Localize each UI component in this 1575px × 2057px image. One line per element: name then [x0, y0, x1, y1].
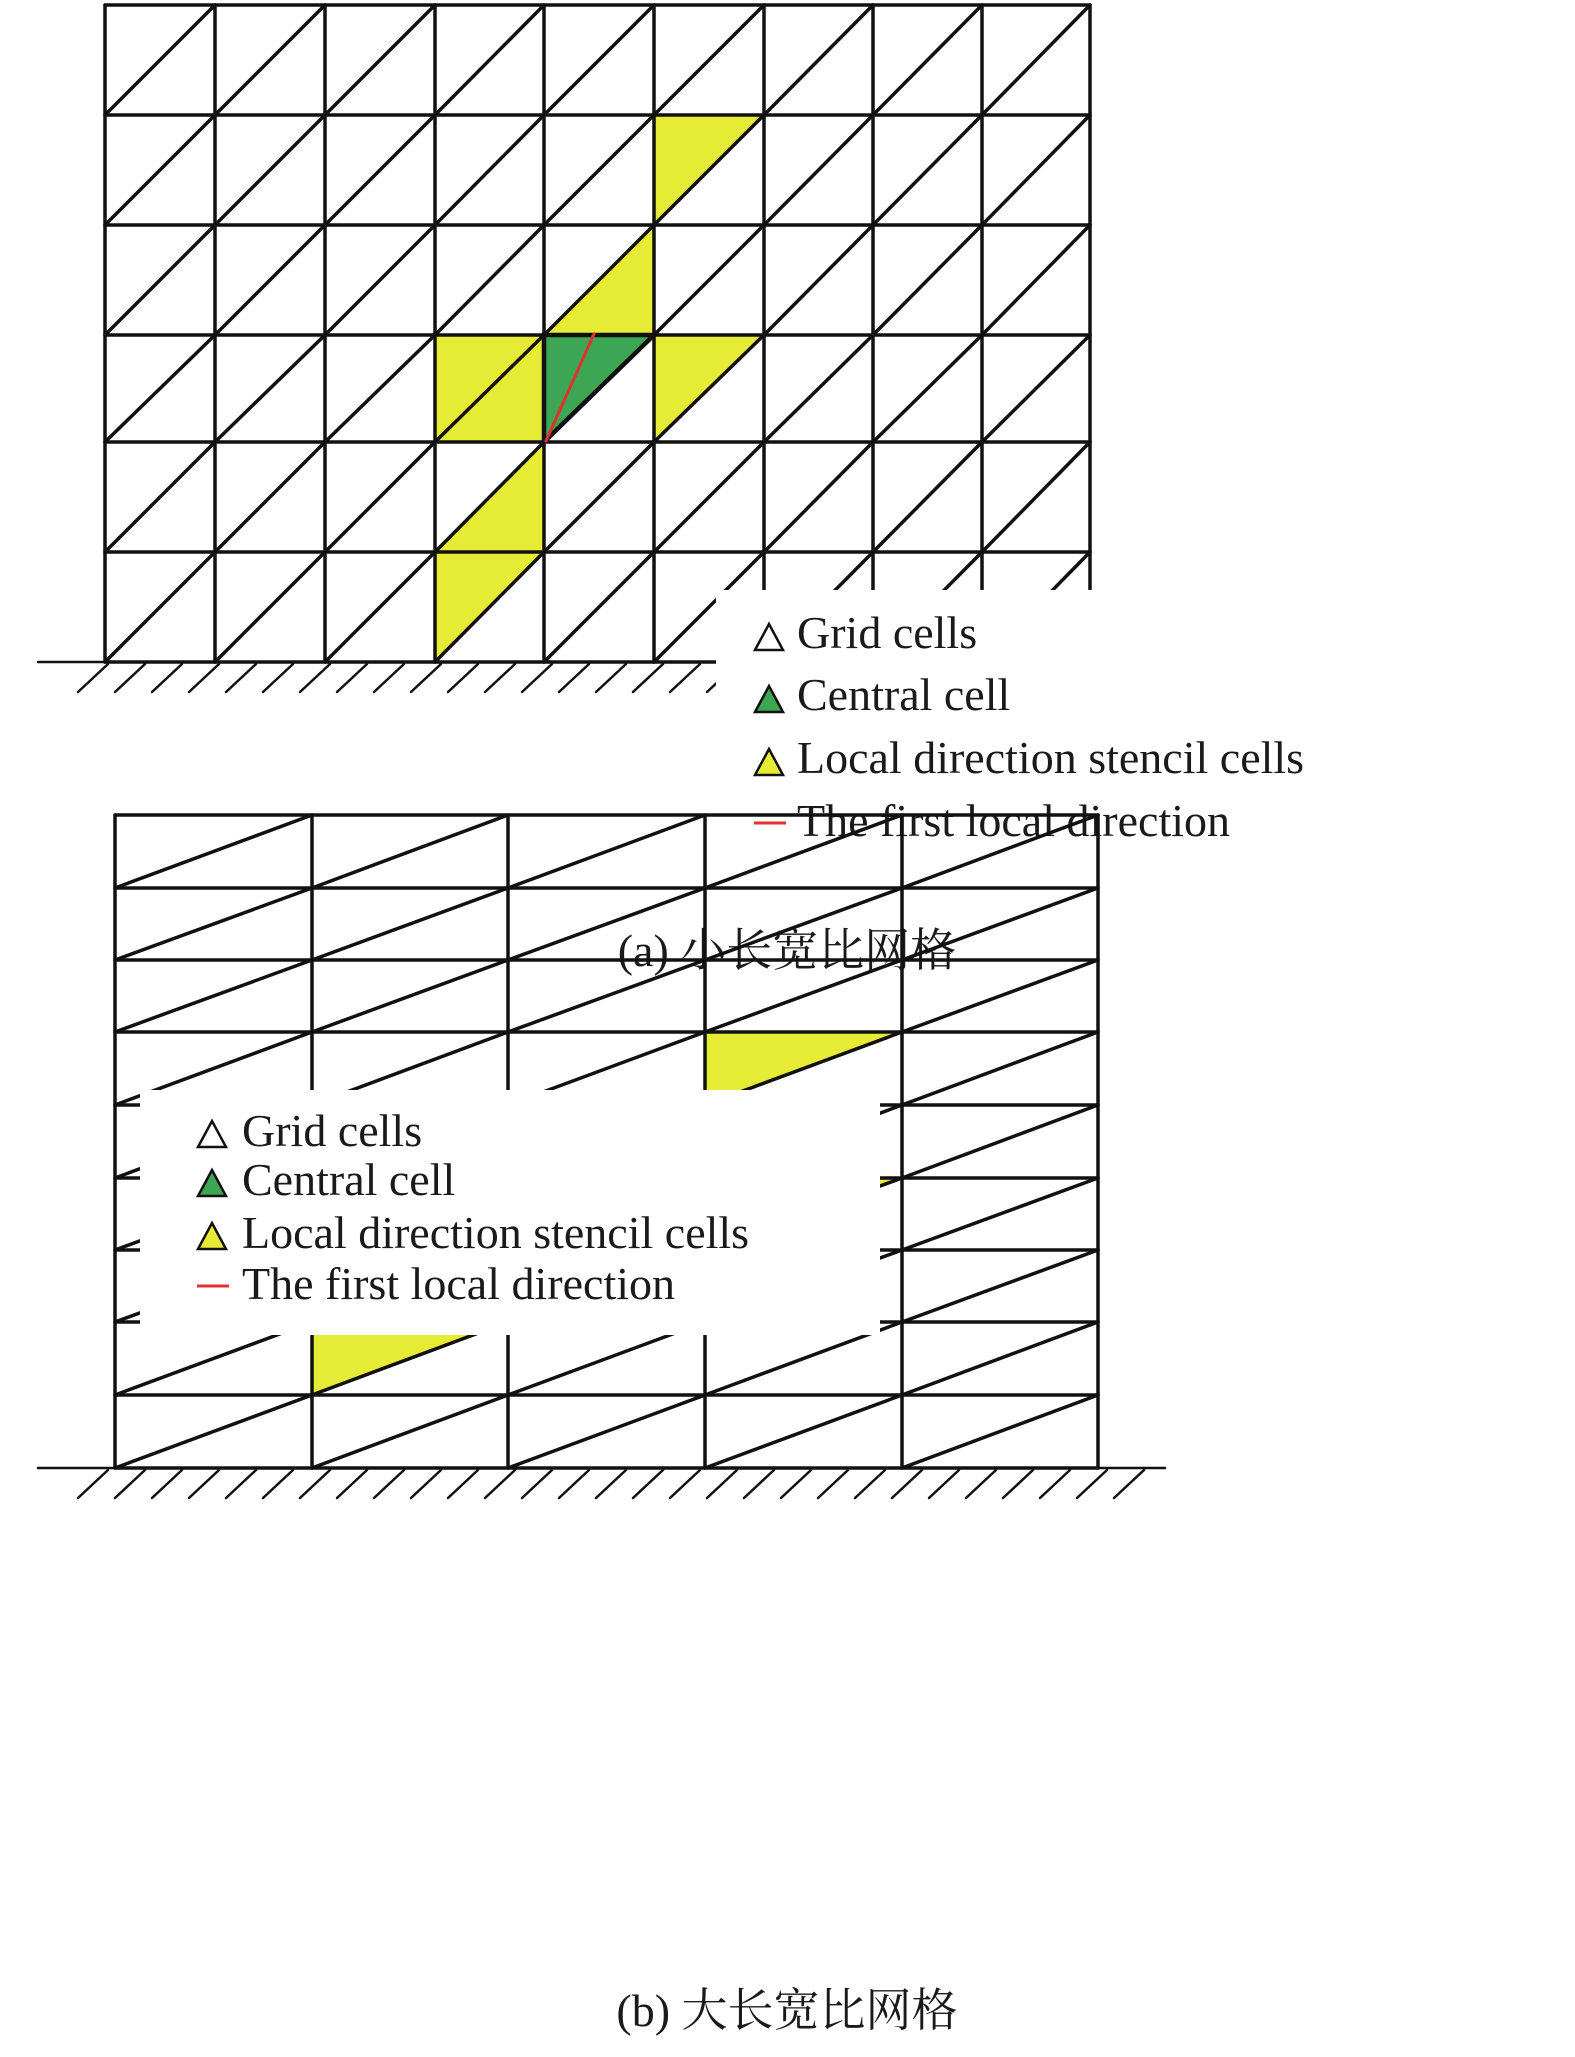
ground-hatch-mark	[300, 1470, 330, 1498]
ground-hatch-mark	[522, 1470, 552, 1498]
grid-diagonal-line	[105, 115, 215, 225]
grid-diagonal-line	[312, 1395, 508, 1468]
grid-diagonal-line	[873, 5, 982, 115]
panel-b-legend	[140, 1090, 880, 1335]
legend-label: Central cell	[797, 669, 1011, 720]
ground-hatch-mark	[448, 664, 478, 692]
legend-label: Local direction stencil cells	[242, 1207, 750, 1258]
legend-label: Local direction stencil cells	[797, 732, 1305, 783]
ground-hatch-mark	[670, 1470, 700, 1498]
legend-item-first-local-direction	[754, 795, 1230, 846]
grid-diagonal-line	[654, 5, 764, 115]
legend-item-stencil-cells	[198, 1207, 749, 1258]
grid-diagonal-line	[544, 442, 654, 552]
ground-hatch-mark	[1077, 1470, 1107, 1498]
grid-diagonal-line	[902, 1250, 1098, 1322]
ground-hatch-mark	[115, 1470, 145, 1498]
ground-hatch-mark	[559, 664, 589, 692]
grid-diagonal-line	[215, 5, 325, 115]
grid-diagonal-line	[215, 225, 325, 335]
grid-diagonal-line	[325, 5, 435, 115]
grid-diagonal-line	[873, 442, 982, 552]
grid-diagonal-line	[902, 1105, 1098, 1178]
legend-label: Central cell	[242, 1154, 456, 1205]
panel-b-ground-hatching	[38, 1468, 1165, 1498]
grid-diagonal-line	[544, 552, 654, 662]
ground-hatch-mark	[1003, 1470, 1033, 1498]
grid-diagonal-line	[508, 815, 705, 888]
panel-b-caption: (b) 大长宽比网格	[616, 1985, 958, 2036]
ground-hatch-mark	[78, 1470, 108, 1498]
grid-diagonal-line	[764, 225, 873, 335]
legend-item-stencil-cells	[755, 732, 1304, 783]
panel-b-large-aspect-ratio-mesh	[38, 815, 1165, 2036]
legend-label: The first local direction	[242, 1258, 676, 1309]
grid-diagonal-line	[902, 1178, 1098, 1250]
grid-diagonal-line	[215, 442, 325, 552]
ground-hatch-mark	[485, 664, 515, 692]
grid-diagonal-line	[982, 442, 1090, 552]
grid-diagonal-line	[435, 115, 544, 225]
grid-diagonal-line	[312, 888, 508, 960]
grid-diagonal-line	[215, 552, 325, 662]
grid-diagonal-line	[544, 115, 654, 225]
grid-diagonal-line	[215, 115, 325, 225]
grid-diagonal-line	[115, 888, 312, 960]
grid-diagonal-line	[982, 115, 1090, 225]
ground-hatch-mark	[670, 664, 700, 692]
grid-diagonal-line	[312, 815, 508, 888]
grid-diagonal-line	[435, 225, 544, 335]
grid-diagonal-line	[982, 335, 1090, 442]
grid-diagonal-line	[764, 5, 873, 115]
legend-label: The first local direction	[797, 795, 1231, 846]
ground-hatch-mark	[633, 664, 663, 692]
ground-hatch-mark	[522, 664, 552, 692]
panel-a-small-aspect-ratio-mesh	[38, 5, 1436, 976]
ground-hatch-mark	[781, 1470, 811, 1498]
grid-diagonal-line	[982, 225, 1090, 335]
ground-hatch-mark	[929, 1470, 959, 1498]
grid-diagonal-line	[873, 225, 982, 335]
ground-hatch-mark	[152, 664, 182, 692]
grid-diagonal-line	[902, 1322, 1098, 1395]
ground-hatch-mark	[707, 1470, 737, 1498]
ground-hatch-mark	[744, 1470, 774, 1498]
ground-hatch-mark	[411, 664, 441, 692]
ground-hatch-mark	[189, 664, 219, 692]
grid-diagonal-line	[115, 815, 312, 888]
ground-hatch-mark	[633, 1470, 663, 1498]
grid-diagonal-line	[873, 115, 982, 225]
grid-diagonal-line	[902, 1395, 1098, 1468]
ground-hatch-mark	[226, 1470, 256, 1498]
ground-hatch-mark	[226, 664, 256, 692]
ground-hatch-mark	[374, 664, 404, 692]
ground-hatch-mark	[596, 664, 626, 692]
ground-hatch-mark	[411, 1470, 441, 1498]
legend-label: Grid cells	[242, 1105, 423, 1156]
grid-diagonal-line	[215, 335, 325, 442]
ground-hatch-mark	[374, 1470, 404, 1498]
ground-hatch-mark	[115, 664, 145, 692]
grid-diagonal-line	[508, 960, 705, 1032]
ground-hatch-mark	[818, 1470, 848, 1498]
grid-diagonal-line	[105, 442, 215, 552]
grid-diagonal-line	[873, 335, 982, 442]
ground-hatch-mark	[189, 1470, 219, 1498]
grid-diagonal-line	[764, 115, 873, 225]
ground-hatch-mark	[1040, 1470, 1070, 1498]
grid-diagonal-line	[325, 335, 435, 442]
ground-hatch-mark	[1114, 1470, 1144, 1498]
grid-diagonal-line	[435, 5, 544, 115]
grid-diagonal-line	[902, 1032, 1098, 1105]
grid-diagonal-line	[705, 1395, 902, 1468]
grid-diagonal-line	[764, 335, 873, 442]
ground-hatch-mark	[855, 1470, 885, 1498]
ground-hatch-mark	[337, 1470, 367, 1498]
grid-diagonal-line	[325, 552, 435, 662]
legend-label: Grid cells	[797, 607, 978, 658]
grid-diagonal-line	[508, 1395, 705, 1468]
grid-diagonal-line	[312, 960, 508, 1032]
grid-diagonal-line	[105, 552, 215, 662]
ground-hatch-mark	[263, 664, 293, 692]
ground-hatch-mark	[448, 1470, 478, 1498]
panel-a-caption: (a) 小长宽比网格	[617, 925, 957, 976]
panel-a-grid	[105, 5, 1090, 662]
ground-hatch-mark	[300, 664, 330, 692]
grid-diagonal-line	[115, 960, 312, 1032]
grid-diagonal-line	[105, 5, 215, 115]
grid-diagonal-line	[325, 225, 435, 335]
grid-diagonal-line	[764, 442, 873, 552]
grid-diagonal-line	[105, 335, 215, 442]
ground-hatch-mark	[559, 1470, 589, 1498]
grid-diagonal-line	[115, 1395, 312, 1468]
grid-diagonal-line	[105, 225, 215, 335]
ground-hatch-mark	[485, 1470, 515, 1498]
legend-item-first-local-direction	[197, 1258, 675, 1309]
grid-diagonal-line	[654, 225, 764, 335]
ground-hatch-mark	[78, 664, 108, 692]
ground-hatch-mark	[596, 1470, 626, 1498]
grid-diagonal-line	[982, 5, 1090, 115]
grid-diagonal-line	[654, 442, 764, 552]
grid-diagonal-line	[544, 5, 654, 115]
grid-diagonal-line	[902, 888, 1098, 960]
ground-hatch-mark	[263, 1470, 293, 1498]
ground-hatch-mark	[892, 1470, 922, 1498]
grid-diagonal-line	[325, 115, 435, 225]
ground-hatch-mark	[966, 1470, 996, 1498]
grid-diagonal-line	[325, 442, 435, 552]
ground-hatch-mark	[152, 1470, 182, 1498]
ground-hatch-mark	[337, 664, 367, 692]
